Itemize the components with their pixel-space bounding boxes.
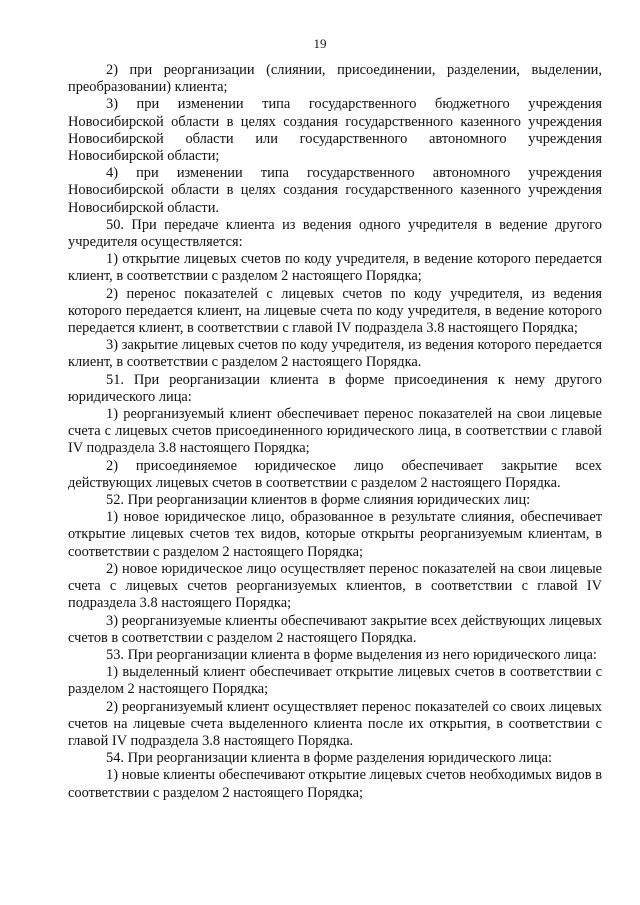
paragraph: 3) при изменении типа государственного бюджетного учреждения Новосибирской области в целях создания государственного казенного учреждения Новосибирской области или государственного автономного учреждения Новосибирской области; [68, 96, 602, 165]
paragraph: 3) закрытие лицевых счетов по коду учредителя, из ведения которого передается клиент, в соответствии с разделом 2 настоящего Порядка. [68, 337, 602, 371]
paragraph: 2) перенос показателей с лицевых счетов по коду учредителя, из ведения которого передается клиент, на лицевые счета по коду учредителя, в ведение которого передается клиент, в соответствии с главой IV подраздела 3.8 настоящего Порядка; [68, 285, 602, 337]
paragraph: 2) реорганизуемый клиент осуществляет перенос показателей со своих лицевых счетов на лицевые счета выделенного клиента после их открытия, в соответствии с главой IV подраздела 3.8 настоящего Порядка. [68, 698, 602, 749]
paragraph: 51. При реорганизации клиента в форме присоединения к нему другого юридического лица: [68, 371, 602, 405]
paragraph: 1) новые клиенты обеспечивают открытие лицевых счетов необходимых видов в соответствии с разделом 2 настоящего Порядка; [68, 767, 602, 801]
document-body [68, 62, 602, 802]
paragraph: 2) при реорганизации (слиянии, присоединении, разделении, выделении, преобразовании) клиента; [68, 62, 602, 96]
paragraph: 54. При реорганизации клиента в форме разделения юридического лица: [106, 750, 553, 767]
paragraph: 50. При передаче клиента из ведения одного учредителя в ведение другого учредителя осуществляется: [68, 216, 602, 251]
page-number: 19 [313, 36, 327, 51]
paragraph: 1) выделенный клиент обеспечивает открытие лицевых счетов в соответствии с разделом 2 настоящего Порядка; [68, 664, 602, 698]
paragraph: 3) реорганизуемые клиенты обеспечивают закрытие всех действующих лицевых счетов в соответствии с разделом 2 настоящего Порядка. [68, 612, 602, 646]
paragraph: 1) реорганизуемый клиент обеспечивает перенос показателей на свои лицевые счета с лицевых счетов присоединенного юридического лица, в соответствии с главой IV подраздела 3.8 настоящего Порядка; [68, 406, 602, 457]
paragraph: 52. При реорганизации клиентов в форме слияния юридических лиц: [106, 492, 531, 509]
paragraph: 4) при изменении типа государственного автономного учреждения Новосибирской области в целях создания государственного казенного учреждения Новосибирской области. [68, 165, 602, 216]
paragraph: 2) новое юридическое лицо осуществляет перенос показателей на свои лицевые счета с лицевых счетов реорганизуемых клиентов, в соответствии с главой IV подраздела 3.8 настоящего Порядка; [68, 560, 602, 612]
paragraph: 1) новое юридическое лицо, образованное в результате слияния, обеспечивает открытие лицевых счетов тех видов, которые открыты реорганизуемым клиентам, в соответствии с разделом 2 настоящего Порядка; [68, 509, 602, 560]
paragraph: 53. При реорганизации клиента в форме выделения из него юридического лица: [106, 646, 597, 663]
paragraph: 2) присоединяемое юридическое лицо обеспечивает закрытие всех действующих лицевых счетов в соответствии с разделом 2 настоящего Порядка. [68, 457, 602, 491]
paragraph: 1) открытие лицевых счетов по коду учредителя, в ведение которого передается клиент, в соответствии с разделом 2 настоящего Порядка; [68, 251, 602, 285]
